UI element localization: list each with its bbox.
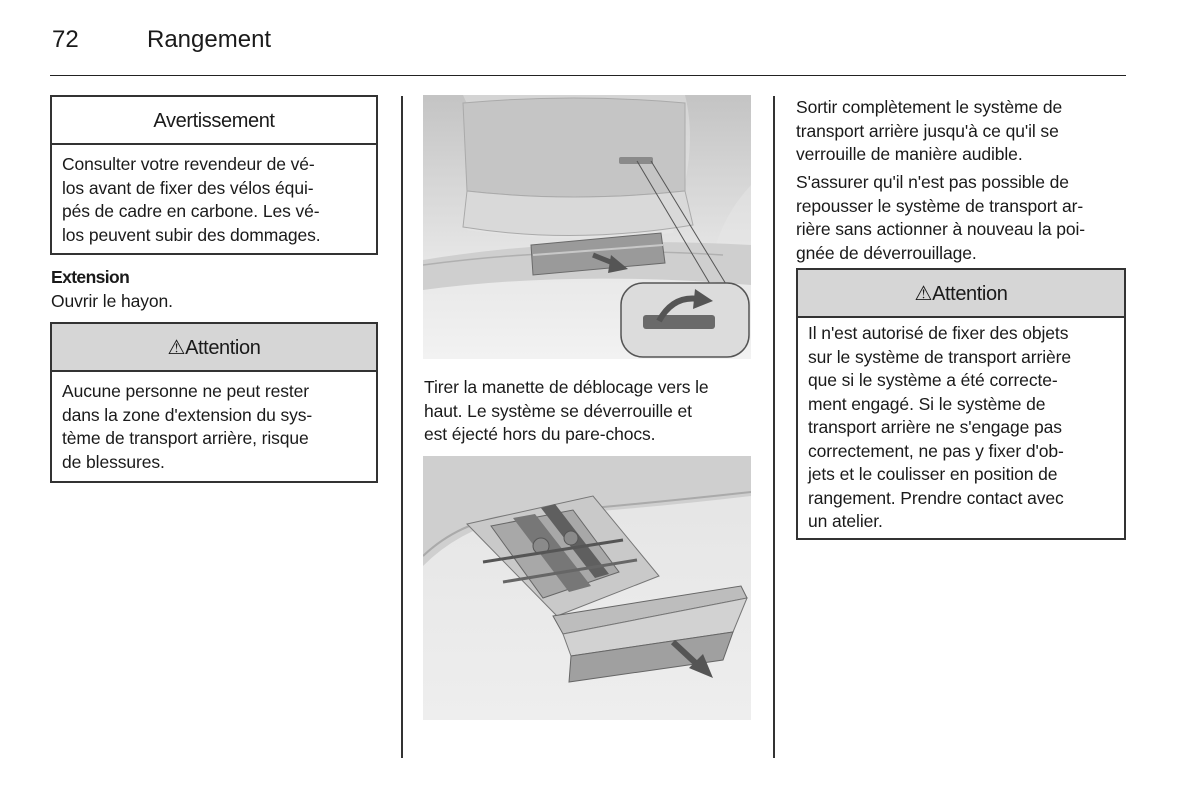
text-line: ment engagé. Si le système de [808,393,1046,414]
attention-text [52,372,376,474]
instruction-text [424,376,764,447]
page-header [50,26,1126,76]
section-title: Rangement [147,26,272,53]
extension-heading: Extension [51,267,130,287]
text-line: S'assurer qu'il n'est pas possible de [796,172,1069,192]
text-line: transport arrière jusqu'à ce qu'il se [796,120,1059,141]
text-line: Consulter votre revendeur de vé- [62,154,315,174]
text-line: Tirer la manette de déblocage vers le [424,377,709,397]
text-line: verrouille de manière audible. [796,144,1023,164]
text-line: rière sans actionner à nouveau la poi- [796,219,1086,239]
text-line: los peuvent subir des dommages. [62,224,321,245]
text-line: gnée de déverrouillage. [796,242,977,263]
page-number: 72 [52,26,79,53]
text-line: de blessures. [62,451,165,472]
text-line: jets et le coulisser en position de [808,464,1058,484]
warning-title: Avertissement [52,97,376,145]
paragraph-1 [796,96,1136,167]
warning-box [50,95,378,255]
text-line: transport arrière ne s'engage pas [808,417,1062,437]
extension-text: Ouvrir le hayon. [51,290,173,311]
extended-carrier-figure [423,456,751,720]
text-line: haut. Le système se déverrouille et [424,400,692,421]
attention-title [798,270,1124,318]
attention-title [52,324,376,372]
attention-box-2 [796,268,1126,540]
text-line: rangement. Prendre contact avec [808,487,1064,508]
column-divider-left [401,96,403,758]
text-line: sur le système de transport arrière [808,346,1071,367]
release-handle-illustration [423,95,751,359]
column-divider-right [773,96,775,758]
text-line: dans la zone d'extension du sys- [62,404,313,425]
text-line: est éjecté hors du pare-chocs. [424,424,656,444]
attention-label: Attention [932,283,1008,305]
text-line: Il n'est autorisé de fixer des objets [808,323,1069,343]
release-handle-figure [423,95,751,359]
attention-label: Attention [185,337,261,359]
attention-text [798,318,1124,534]
warning-triangle-icon: ⚠ [914,283,933,305]
text-line: Aucune personne ne peut rester [62,381,310,401]
paragraph-2 [796,171,1136,265]
text-line: correctement, ne pas y fixer d'ob- [808,440,1064,461]
warning-text [52,145,376,247]
warning-triangle-icon: ⚠ [167,337,186,359]
text-line: tème de transport arrière, risque [62,428,309,448]
extended-rear-carrier-illustration [423,456,751,720]
text-line: los avant de fixer des vélos équi- [62,177,314,198]
text-line: un atelier. [808,511,883,531]
text-line: Sortir complètement le système de [796,97,1063,117]
extension-section [51,266,381,313]
attention-box-1 [50,322,378,483]
text-line: repousser le système de transport ar- [796,195,1084,216]
text-line: que si le système a été correcte- [808,370,1058,390]
text-line: pés de cadre en carbone. Les vé- [62,201,320,221]
